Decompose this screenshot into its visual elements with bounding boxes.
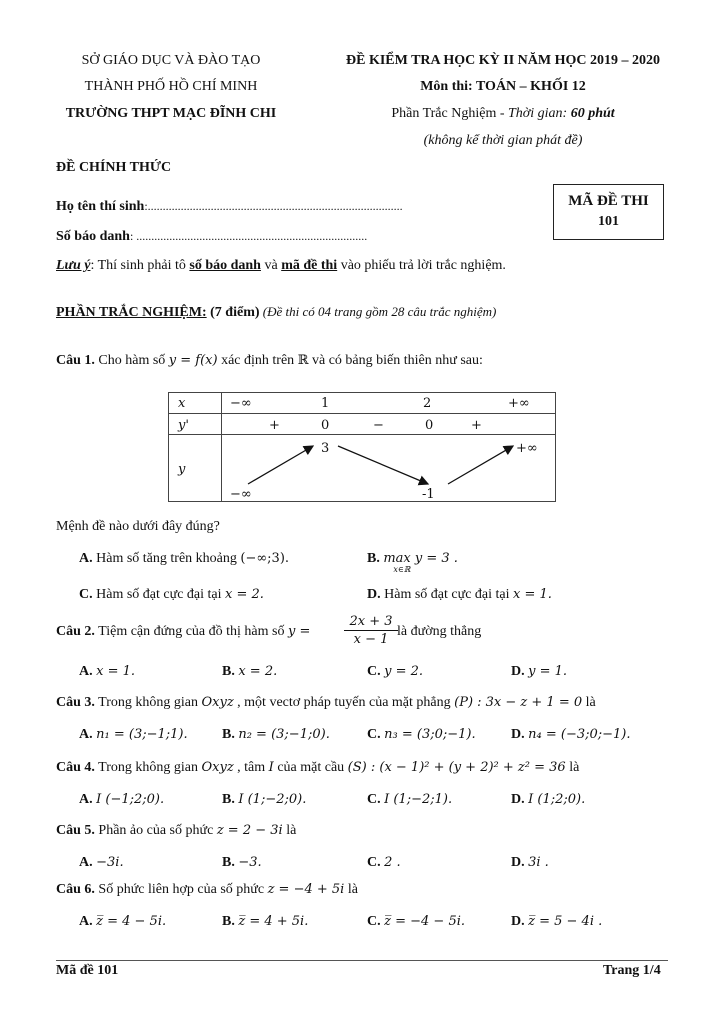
table-y-value: +∞ xyxy=(516,441,538,456)
candidate-id-dots: : ............................................................................. xyxy=(129,229,368,243)
question-text: của mặt cầu xyxy=(273,760,348,775)
table-x-value: 2 xyxy=(423,396,432,411)
math-expr: I (1;2;0). xyxy=(528,792,586,807)
question-text: là xyxy=(582,695,596,710)
exam-code-label: MÃ ĐỀ THI xyxy=(568,193,649,209)
fraction-denominator: x − 1 xyxy=(353,632,389,647)
note-bold-id: số báo danh xyxy=(189,258,261,273)
option-d xyxy=(511,792,585,808)
time-value: 60 phút xyxy=(570,106,615,121)
exam-title: ĐỀ KIỂM TRA HỌC KỲ II NĂM HỌC 2019 – 2020 xyxy=(346,53,660,68)
table-sign: 0 xyxy=(425,418,434,433)
option-c xyxy=(367,727,476,743)
question-text: Trong không gian xyxy=(94,695,202,710)
footer-page-number: Trang 1/4 xyxy=(603,963,661,978)
math-expr: 3i . xyxy=(528,855,549,870)
time-note: (không kể thời gian phát đề) xyxy=(423,133,583,148)
question-6-stem xyxy=(56,882,358,898)
question-text: là xyxy=(282,823,297,838)
option-text: Hàm số tăng trên khoảng xyxy=(92,551,241,566)
question-text: Phần ảo của số phức xyxy=(94,823,217,838)
table-x-label: x xyxy=(178,396,186,411)
option-a xyxy=(79,792,164,808)
option-b xyxy=(222,914,308,930)
option-d xyxy=(511,727,631,743)
table-sign: − xyxy=(373,418,384,433)
table-y-value: −∞ xyxy=(230,487,252,502)
math-expr: z = −4 + 5i xyxy=(267,882,345,897)
question-2-tail: là đường thẳng xyxy=(397,624,482,639)
option-text: Hàm số đạt cực đại tại xyxy=(92,587,226,602)
option-label: B. xyxy=(222,855,235,870)
table-yprime-label: y' xyxy=(178,418,189,433)
option-label: B. xyxy=(222,914,235,929)
section-heading xyxy=(56,304,496,321)
math-expr: x = 2. xyxy=(225,587,264,602)
option-d xyxy=(511,855,549,871)
arrow-up-icon xyxy=(248,446,313,484)
math-expr: −3i. xyxy=(96,855,124,870)
option-label: A. xyxy=(79,727,93,742)
option-label: D. xyxy=(511,727,525,742)
option-label: B. xyxy=(222,792,235,807)
variation-arrows xyxy=(168,392,558,507)
footer-exam-code: Mã đề 101 xyxy=(56,963,119,978)
option-label: D. xyxy=(511,792,525,807)
question-text: là xyxy=(565,760,580,775)
math-max xyxy=(383,551,458,574)
table-sign: + xyxy=(269,418,280,433)
math-expr: Oxyz xyxy=(201,695,234,710)
option-c xyxy=(367,855,401,871)
math-expr: z = 2 − 3i xyxy=(216,823,283,838)
candidate-name-dots: :..................................................................................... xyxy=(144,199,403,213)
question-1-stem xyxy=(56,353,483,369)
fraction-numerator: 2x + 3 xyxy=(344,614,398,631)
math-expr: −3. xyxy=(238,855,262,870)
option-a xyxy=(79,914,166,930)
question-5-stem xyxy=(56,823,296,839)
option-a xyxy=(79,551,289,567)
note-bold-code: mã đề thi xyxy=(281,258,338,273)
question-label: Câu 1. xyxy=(56,353,95,368)
option-label: C. xyxy=(367,792,381,807)
option-d xyxy=(367,587,552,603)
question-text: , tâm xyxy=(233,760,269,775)
option-b xyxy=(222,664,277,680)
option-label: D. xyxy=(511,664,525,679)
question-text: Tiệm cận đứng của đồ thị hàm số xyxy=(94,624,288,639)
note-label: Lưu ý xyxy=(56,258,91,273)
option-a xyxy=(79,855,124,871)
option-c xyxy=(367,914,465,930)
math-expr: 2 . xyxy=(384,855,401,870)
option-label: C. xyxy=(367,914,381,929)
option-label: A. xyxy=(79,855,93,870)
candidate-id-line xyxy=(56,229,367,245)
option-label: B. xyxy=(222,664,235,679)
option-label: D. xyxy=(511,914,525,929)
option-d xyxy=(511,914,602,930)
question-text: Số phức liên hợp của số phức xyxy=(94,882,268,897)
option-label: C. xyxy=(367,727,381,742)
section-points: (7 điểm) xyxy=(206,305,260,320)
table-x-value: 1 xyxy=(321,396,330,411)
math-expr: x = 1. xyxy=(513,587,552,602)
question-4-stem xyxy=(56,760,579,776)
part-label: Phần Trắc Nghiệm - xyxy=(391,106,508,121)
math-expr: y = f(x) xyxy=(168,353,218,368)
math-expr: z̅ = 4 + 5i. xyxy=(238,914,309,929)
duration-line xyxy=(318,106,688,122)
department-name: SỞ GIÁO DỤC VÀ ĐÀO TẠO xyxy=(81,53,261,68)
option-label: A. xyxy=(79,551,93,566)
question-text: xác định trên xyxy=(217,353,298,368)
math-expr: z̅ = −4 − 5i. xyxy=(384,914,466,929)
math-expr: (−∞;3). xyxy=(240,551,290,566)
subject-line: Môn thi: TOÁN – KHỐI 12 xyxy=(420,79,586,94)
question-text: , một vectơ pháp tuyến của mặt phẳng xyxy=(233,695,455,710)
table-y-value: 3 xyxy=(321,441,330,456)
table-x-value: +∞ xyxy=(508,396,530,411)
math-expr: I (1;−2;1). xyxy=(384,792,453,807)
math-expr: I (−1;2;0). xyxy=(96,792,165,807)
exam-code-value: 101 xyxy=(598,214,619,229)
option-b xyxy=(222,792,306,808)
option-label: C. xyxy=(79,587,93,602)
math-expr: x = 1. xyxy=(96,664,136,679)
math-expr: max y = 3 . xyxy=(383,551,458,566)
section-desc: (Đề thi có 04 trang gồm 28 câu trắc nghiệm) xyxy=(259,304,497,319)
city-name: THÀNH PHỐ HỒ CHÍ MINH xyxy=(84,79,258,94)
math-expr: n₂ = (3;−1;0). xyxy=(238,727,330,742)
option-a xyxy=(79,727,188,743)
note-text: : Thí sinh phải tô xyxy=(90,258,190,273)
note-text: vào phiếu trả lời trắc nghiệm. xyxy=(337,258,506,273)
math-expr: n₁ = (3;−1;1). xyxy=(96,727,188,742)
option-d xyxy=(511,664,567,680)
option-text: Hàm số đạt cực đại tại xyxy=(380,587,514,602)
math-expr: (S) : (x − 1)² + (y + 2)² + z² = 36 xyxy=(347,760,566,775)
math-expr: n₄ = (−3;0;−1). xyxy=(528,727,631,742)
option-label: D. xyxy=(367,587,381,602)
option-a xyxy=(79,664,135,680)
option-label: B. xyxy=(367,551,380,566)
option-c xyxy=(367,792,452,808)
candidate-name-line xyxy=(56,199,403,215)
option-label: D. xyxy=(511,855,525,870)
note-text: và xyxy=(260,258,282,273)
question-text: và có bảng biến thiên như sau: xyxy=(308,353,483,368)
section-title: PHẦN TRẮC NGHIỆM: xyxy=(56,305,207,320)
school-name: TRƯỜNG THPT MẠC ĐĨNH CHI xyxy=(65,106,277,121)
footer-divider xyxy=(56,960,668,961)
note-line xyxy=(56,258,506,274)
option-b xyxy=(222,855,262,871)
math-expr: I xyxy=(268,760,274,775)
math-expr: y = xyxy=(287,624,311,639)
table-sign: + xyxy=(471,418,482,433)
question-label: Câu 4. xyxy=(56,760,95,775)
official-label: ĐỀ CHÍNH THỨC xyxy=(56,160,172,175)
time-label: Thời gian: xyxy=(508,106,571,121)
math-expr: I (1;−2;0). xyxy=(238,792,307,807)
math-expr: y = 1. xyxy=(528,664,568,679)
option-label: A. xyxy=(79,664,93,679)
question-label: Câu 6. xyxy=(56,882,95,897)
math-expr: y = 2. xyxy=(384,664,424,679)
math-expr: x = 2. xyxy=(238,664,278,679)
math-expr: (P) : 3x − z + 1 = 0 xyxy=(454,695,583,710)
question-2-stem xyxy=(56,624,310,640)
question-text: Trong không gian xyxy=(94,760,202,775)
question-label: Câu 3. xyxy=(56,695,95,710)
question-label: Câu 2. xyxy=(56,624,95,639)
math-subscript: x∈ℝ xyxy=(393,565,411,574)
question-text: Cho hàm số xyxy=(94,353,169,368)
math-expr: z̅ = 4 − 5i. xyxy=(96,914,167,929)
candidate-name-label: Họ tên thí sinh xyxy=(56,199,145,214)
math-expr: z̅ = 5 − 4i . xyxy=(528,914,603,929)
table-y-value: -1 xyxy=(422,487,435,502)
option-b xyxy=(222,727,330,743)
table-y-label: y xyxy=(178,462,186,477)
exam-code-box xyxy=(553,184,664,240)
candidate-id-label: Số báo danh xyxy=(56,229,130,244)
question-label: Câu 5. xyxy=(56,823,95,838)
question-1-prompt: Mệnh đề nào dưới đây đúng? xyxy=(56,519,220,534)
option-label: C. xyxy=(367,664,381,679)
question-3-stem xyxy=(56,695,596,711)
option-label: B. xyxy=(222,727,235,742)
math-set: ℝ xyxy=(297,353,309,368)
option-label: C. xyxy=(367,855,381,870)
arrow-down-icon xyxy=(338,446,428,484)
option-label: A. xyxy=(79,914,93,929)
option-c xyxy=(79,587,264,603)
math-expr: Oxyz xyxy=(201,760,234,775)
table-x-value: −∞ xyxy=(230,396,252,411)
arrow-up-icon xyxy=(448,446,513,484)
math-expr: n₃ = (3;0;−1). xyxy=(384,727,476,742)
question-text: là xyxy=(344,882,358,897)
option-c xyxy=(367,664,423,680)
fraction xyxy=(344,614,398,647)
table-sign: 0 xyxy=(321,418,330,433)
option-label: A. xyxy=(79,792,93,807)
option-b xyxy=(367,551,458,574)
